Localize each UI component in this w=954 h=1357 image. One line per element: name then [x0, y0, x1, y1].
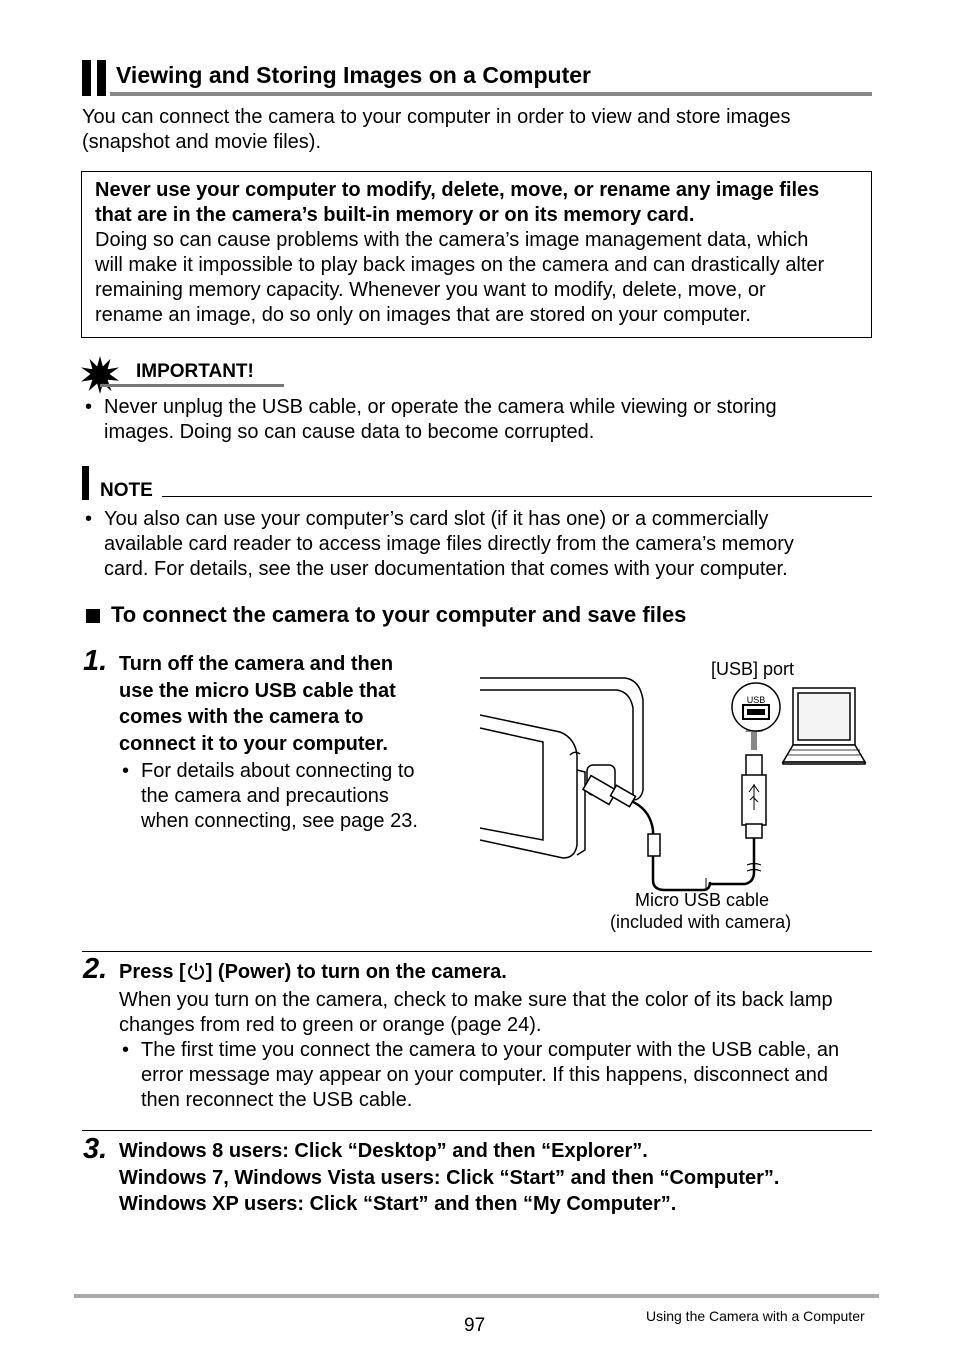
svg-text:USB: USB — [746, 695, 766, 705]
usb-cable — [633, 802, 710, 890]
section-title: Viewing and Storing Images on a Computer — [116, 62, 591, 88]
section-header-bars-icon — [82, 60, 110, 96]
note-bullet: • You also can use your computer’s card slot (if it has one) or a commercially available card reader to access image files directly from the camera’s memory card. For details, see the user documentation that comes with your computer. — [85, 508, 794, 580]
usb-port-icon — [732, 683, 780, 731]
important-starburst-icon — [81, 356, 119, 394]
step-2-bullet: • The first time you connect the camera to your computer with the USB cable, an error message may appear on your computer. If this happens, disconnect and then reconnect the USB cable. — [122, 1039, 840, 1111]
step-2-heading: Press [ ] (Power) to turn on the camera. — [119, 961, 507, 983]
step-2-divider — [82, 951, 872, 952]
note-bar-icon — [82, 466, 89, 500]
laptop-illustration — [783, 688, 865, 764]
micro-usb-plug — [583, 776, 636, 807]
cable-label-line1: Micro USB cable — [635, 890, 770, 910]
ferrite-core — [648, 834, 660, 856]
subsection-square-icon — [86, 609, 100, 623]
step-1-heading: Turn off the camera and then use the micro USB cable that comes with the camera to connect it to your computer. — [119, 653, 396, 755]
step-1-number: 1. — [83, 645, 108, 677]
important-bullet: • Never unplug the USB cable, or operate the camera while viewing or storing images. Doing so can cause data to become corrupted. — [85, 396, 777, 443]
usb-a-plug — [742, 755, 766, 838]
cable-label-line2: (included with camera) — [610, 912, 792, 932]
intro-paragraph: You can connect the camera to your computer in order to view and store images (snapshot and movie files). — [82, 106, 791, 153]
page-number: 97 — [464, 1315, 486, 1336]
footer-chapter: Using the Camera with a Computer — [646, 1308, 865, 1324]
step-2-number: 2. — [83, 953, 108, 985]
section-rule — [110, 92, 872, 96]
note-rule — [162, 496, 872, 497]
important-rule — [100, 384, 284, 387]
step-1-bullet: • For details about connecting to the camera and precautions when connecting, see page 23. — [122, 760, 418, 832]
step-3-divider — [82, 1130, 872, 1131]
note-label: NOTE — [100, 480, 153, 501]
warning-box: Never use your computer to modify, delete, move, or rename any image files that are in the camera’s built-in memory or on its memory card. Doing so can cause problems with the camera’s image management data, which will make it impossible to play back images on the camera and can drastically alter remaining memory capacity. Whenever you want to modify, delete, move, or rename an image, do so only on images that are stored on your computer. — [81, 171, 872, 338]
important-label: IMPORTANT! — [136, 361, 254, 382]
power-icon — [186, 961, 206, 981]
step-3-number: 3. — [83, 1133, 108, 1165]
step-3-heading: Windows 8 users: Click “Desktop” and then “Explorer”. Windows 7, Windows Vista users: Click “Start” and then “Computer”. Windows XP users: Click “Start” and then “My Computer”. — [119, 1140, 780, 1215]
footer-rule — [74, 1294, 879, 1298]
camera-illustration — [480, 678, 643, 858]
step-2-text: When you turn on the camera, check to make sure that the color of its back lamp changes from red to green or orange (page 24). — [119, 989, 833, 1036]
usb-port-label: [USB] port — [711, 659, 795, 679]
subsection-title: To connect the camera to your computer and save files — [111, 602, 687, 627]
